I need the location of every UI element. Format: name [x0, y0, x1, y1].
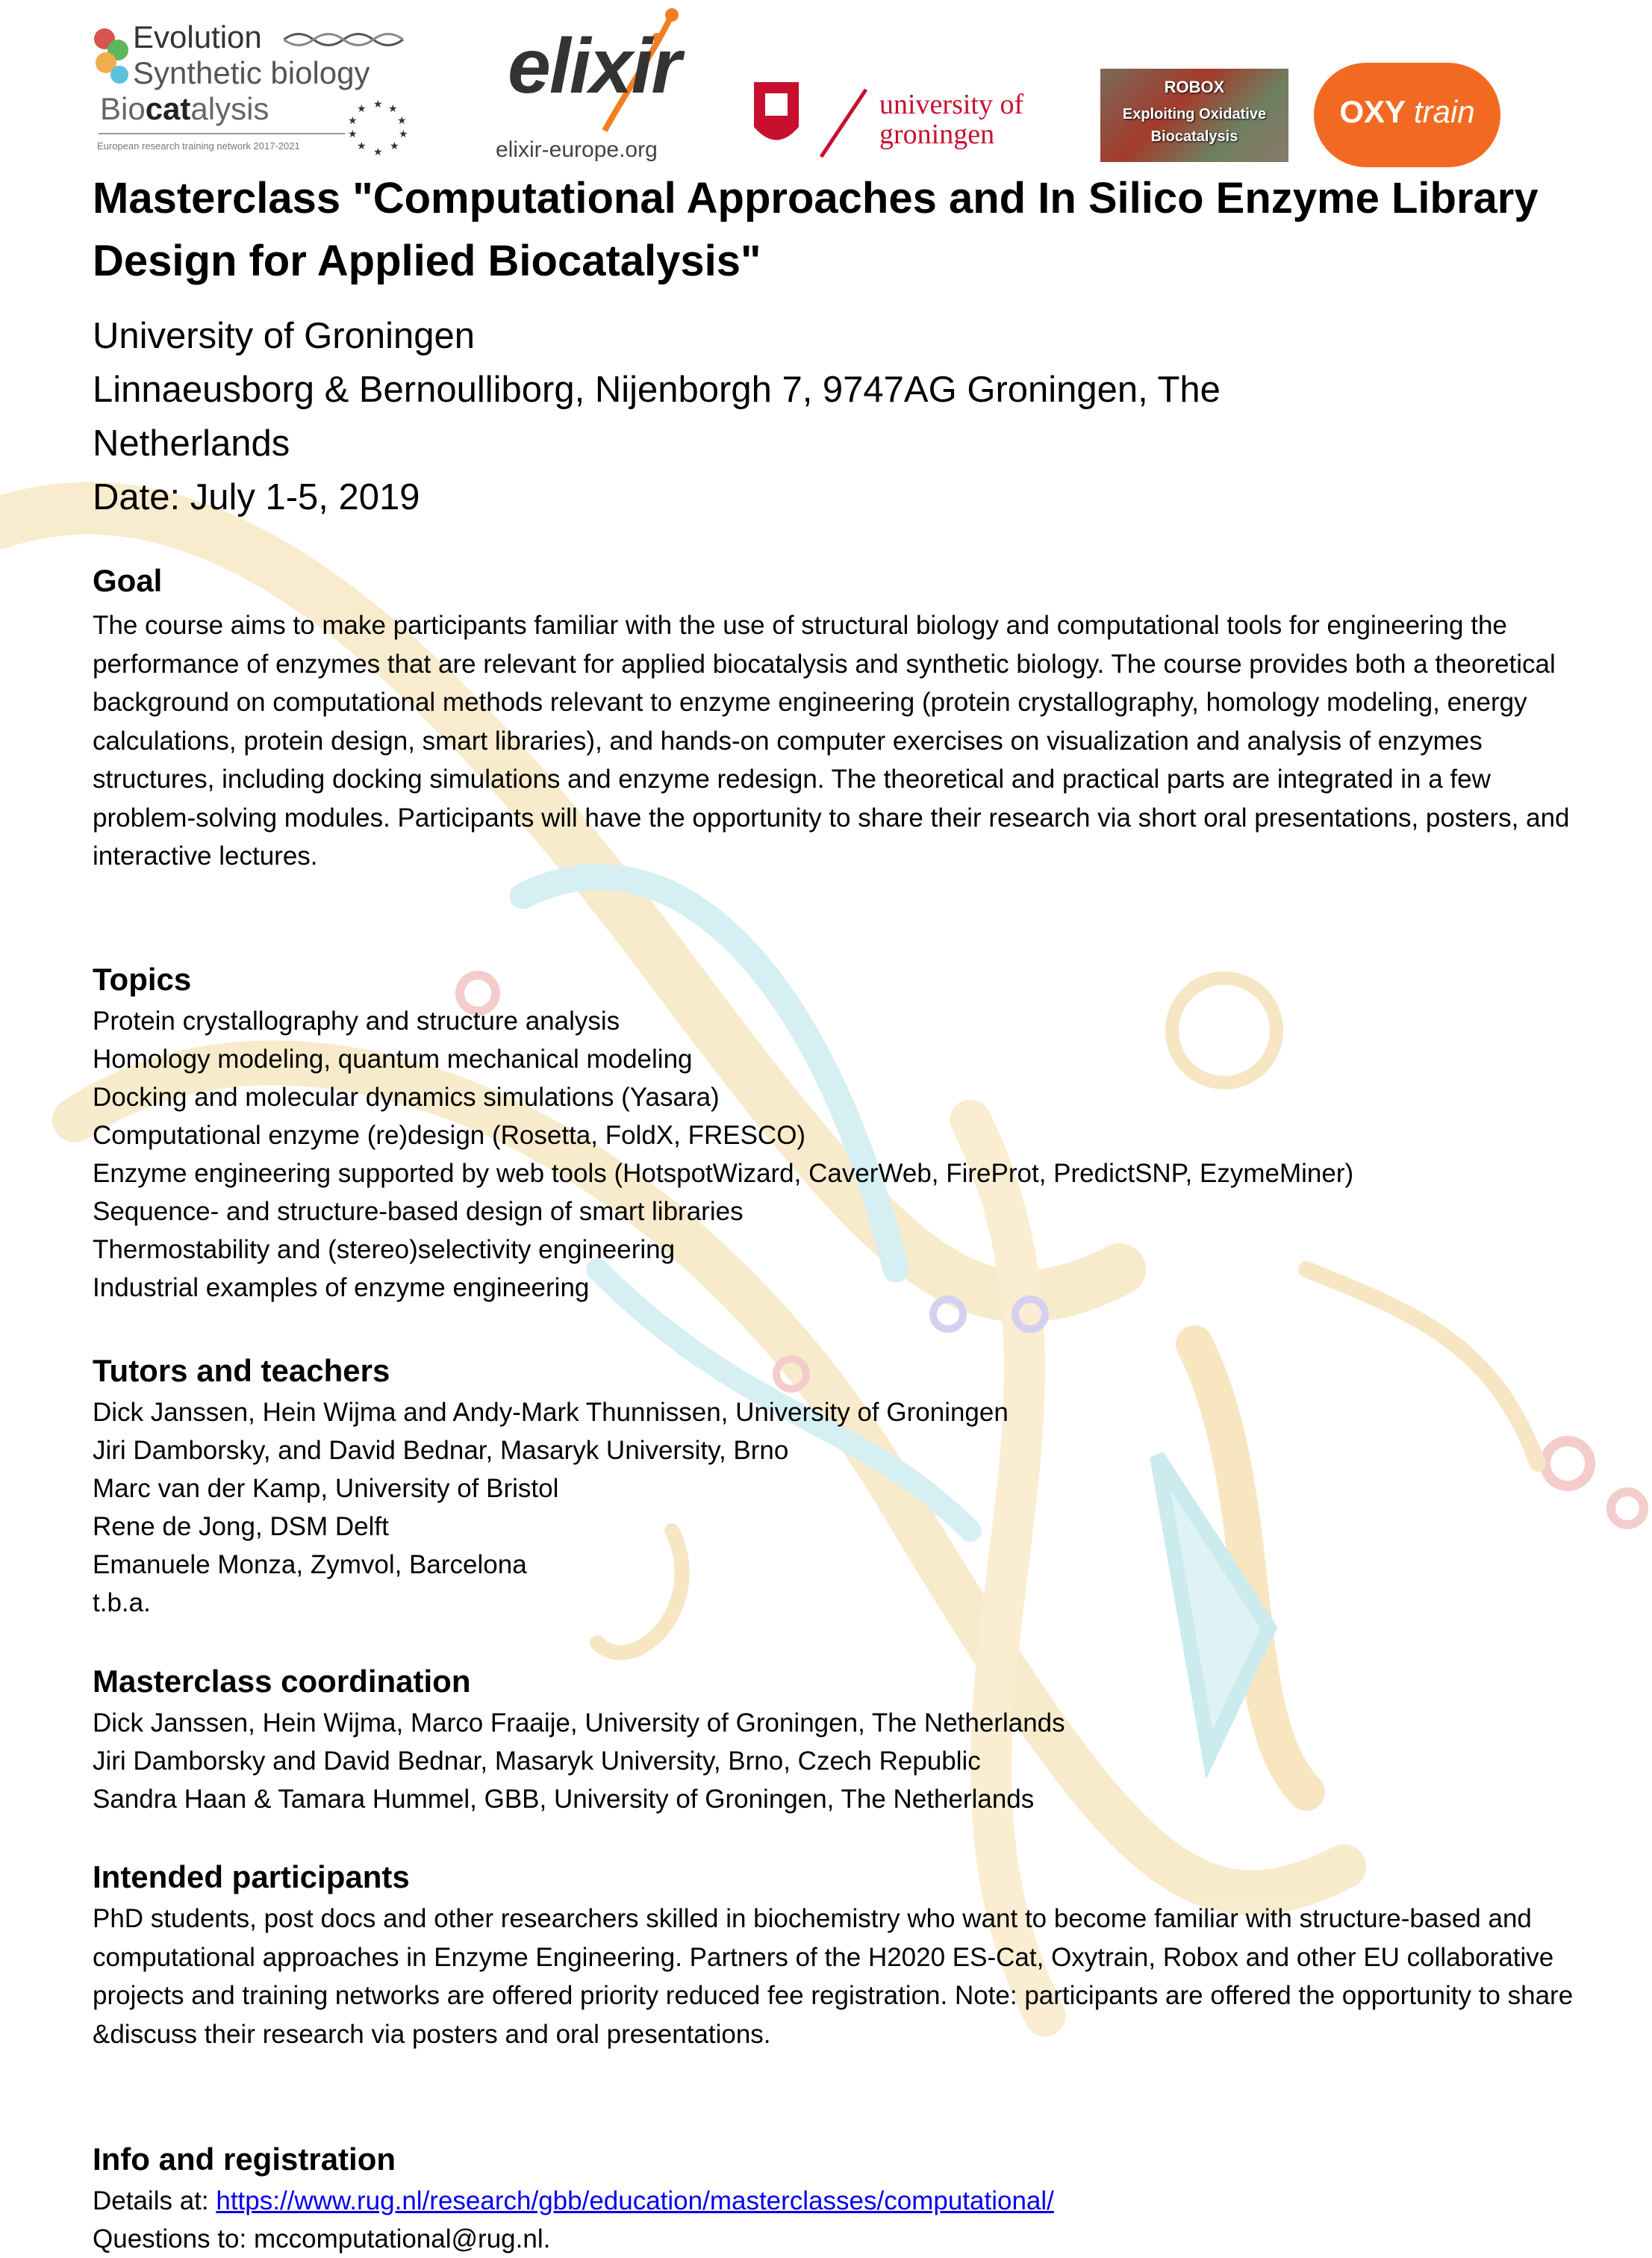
rug-line1: university of: [879, 89, 1024, 120]
protein-logo-icon: [90, 24, 134, 91]
oxytrain-logo: [1314, 63, 1500, 167]
esb-logo: [90, 16, 411, 158]
logo-row: [0, 0, 1652, 168]
info-section: [93, 2137, 1615, 2258]
participants-section: [93, 1855, 1615, 2053]
coordination-heading: Masterclass coordination: [93, 1664, 471, 1699]
robox-line2: Exploiting Oxidative: [1122, 106, 1267, 122]
topic-item: Computational enzyme (re)design (Rosetta, FoldX, FRESCO): [93, 1121, 806, 1150]
coordination-list: [93, 1704, 1615, 1818]
questions-line: Questions to: mccomputational@rug.nl.: [93, 2224, 551, 2254]
tutors-section: [93, 1349, 1615, 1622]
tutor-item: t.b.a.: [93, 1588, 151, 1617]
tutors-list: [93, 1393, 1615, 1622]
venue-block: [93, 309, 1586, 524]
tutors-heading: Tutors and teachers: [93, 1353, 390, 1388]
elixir-url: elixir-europe.org: [496, 137, 658, 162]
esb-line2: Synthetic biology: [133, 55, 370, 90]
svg-text:★: ★: [373, 99, 383, 110]
tutor-item: Emanuele Monza, Zymvol, Barcelona: [93, 1550, 527, 1579]
svg-text:★: ★: [388, 102, 398, 114]
dna-icon: [284, 28, 411, 51]
svg-text:★: ★: [373, 146, 383, 158]
esb-network-text: European research training network 2017-2021: [97, 140, 300, 152]
tutor-item: Dick Janssen, Hein Wijma and Andy-Mark Thunnissen, University of Groningen: [93, 1398, 1009, 1427]
info-heading: Info and registration: [93, 2142, 396, 2177]
venue-date: Date: July 1-5, 2019: [93, 477, 420, 517]
elixir-logo: [493, 0, 702, 168]
details-line: [93, 2182, 1615, 2220]
topics-section: [93, 957, 1615, 1307]
details-label: Details at:: [93, 2186, 216, 2215]
svg-text:★: ★: [399, 128, 408, 140]
elixir-wordmark: elixir: [508, 23, 680, 110]
goal-text: The course aims to make participants familiar with the use of structural biology and computational tools for engineering the performance of enzymes that are relevant for applied biocatalysis and synthetic biology. The course provides both a theoretical background on computational methods relevant to enzyme engineering (protein crystallography, homology modeling, energy calculations, protein design, smart libraries), and hands-on computer exercises on visualization and analysis of enzymes structures, including docking simulations and enzyme redesign. The theoretical and practical parts are integrated in a few problem-solving modules. Participants will have the opportunity to share their research via short oral presentations, posters, and interactive lectures.: [93, 611, 1570, 871]
topic-item: Industrial examples of enzyme engineering: [93, 1273, 590, 1302]
svg-text:★: ★: [397, 114, 407, 126]
svg-text:★: ★: [357, 140, 367, 152]
tutor-item: Marc van der Kamp, University of Bristol: [93, 1474, 559, 1503]
svg-text:★: ★: [357, 102, 367, 114]
rug-crest-icon: [746, 75, 873, 164]
details-link[interactable]: https://www.rug.nl/research/gbb/education/masterclasses/computational/: [216, 2186, 1054, 2215]
topic-item: Homology modeling, quantum mechanical modeling: [93, 1045, 693, 1074]
topics-list: [93, 1002, 1615, 1307]
topic-item: Sequence- and structure-based design of smart libraries: [93, 1197, 744, 1226]
rug-line2: groningen: [879, 119, 995, 150]
venue-address: Linnaeusborg & Bernoulliborg, Nijenborgh 7, 9747AG Groningen, The: [93, 370, 1221, 410]
topics-heading: Topics: [93, 962, 192, 997]
goal-section: [93, 559, 1615, 876]
venue-university: University of Groningen: [93, 316, 476, 356]
topic-item: Thermostability and (stereo)selectivity engineering: [93, 1235, 676, 1264]
participants-text: PhD students, post docs and other researchers skilled in biochemistry who want to become familiar with structure-based and computational approaches in Enzyme Engineering. Partners of the H2020 ES-Cat, Oxytrain, Robox and other EU collaborative projects and training networks are offered priority reduced fee registration. Note: participants are offered the opportunity to share &discuss their research via posters and oral presentations.: [93, 1904, 1574, 2049]
svg-text:★: ★: [348, 128, 358, 140]
info-lines: [93, 2182, 1615, 2258]
esb-line1: Evolution: [133, 19, 262, 55]
eu-stars-icon: [343, 99, 411, 158]
svg-text:★: ★: [390, 140, 399, 152]
coordination-section: [93, 1659, 1615, 1818]
coordinator-item: Sandra Haan & Tamara Hummel, GBB, University of Groningen, The Netherlands: [93, 1785, 1035, 1814]
goal-heading: Goal: [93, 563, 163, 598]
tutor-item: Jiri Damborsky, and David Bednar, Masaryk University, Brno: [93, 1436, 789, 1465]
topic-item: Docking and molecular dynamics simulations (Yasara): [93, 1083, 720, 1112]
university-of-groningen-logo: [746, 75, 1060, 164]
coordinator-item: Jiri Damborsky and David Bednar, Masaryk University, Brno, Czech Republic: [93, 1747, 981, 1776]
coordinator-item: Dick Janssen, Hein Wijma, Marco Fraaije, University of Groningen, The Netherlands: [93, 1708, 1065, 1738]
topic-item: Protein crystallography and structure analysis: [93, 1007, 620, 1036]
venue-country: Netherlands: [93, 423, 290, 464]
oxytrain-wordmark: OXY train: [1339, 94, 1475, 129]
page-title: Masterclass "Computational Approaches and In Silico Enzyme Library Design for Applied Biocatalysis": [93, 174, 1539, 285]
tutor-item: Rene de Jong, DSM Delft: [93, 1512, 389, 1541]
participants-heading: Intended participants: [93, 1859, 410, 1894]
robox-logo: [1100, 69, 1288, 162]
svg-text:★: ★: [348, 114, 358, 126]
topic-item: Enzyme engineering supported by web tools (HotspotWizard, CaverWeb, FireProt, PredictSNP, EzymeMiner): [93, 1159, 1354, 1188]
robox-line1: ROBOX: [1164, 78, 1225, 96]
esb-divider: [99, 133, 345, 134]
robox-line3: Biocatalysis: [1150, 128, 1238, 145]
esb-line3: Biocatalysis: [100, 91, 269, 126]
